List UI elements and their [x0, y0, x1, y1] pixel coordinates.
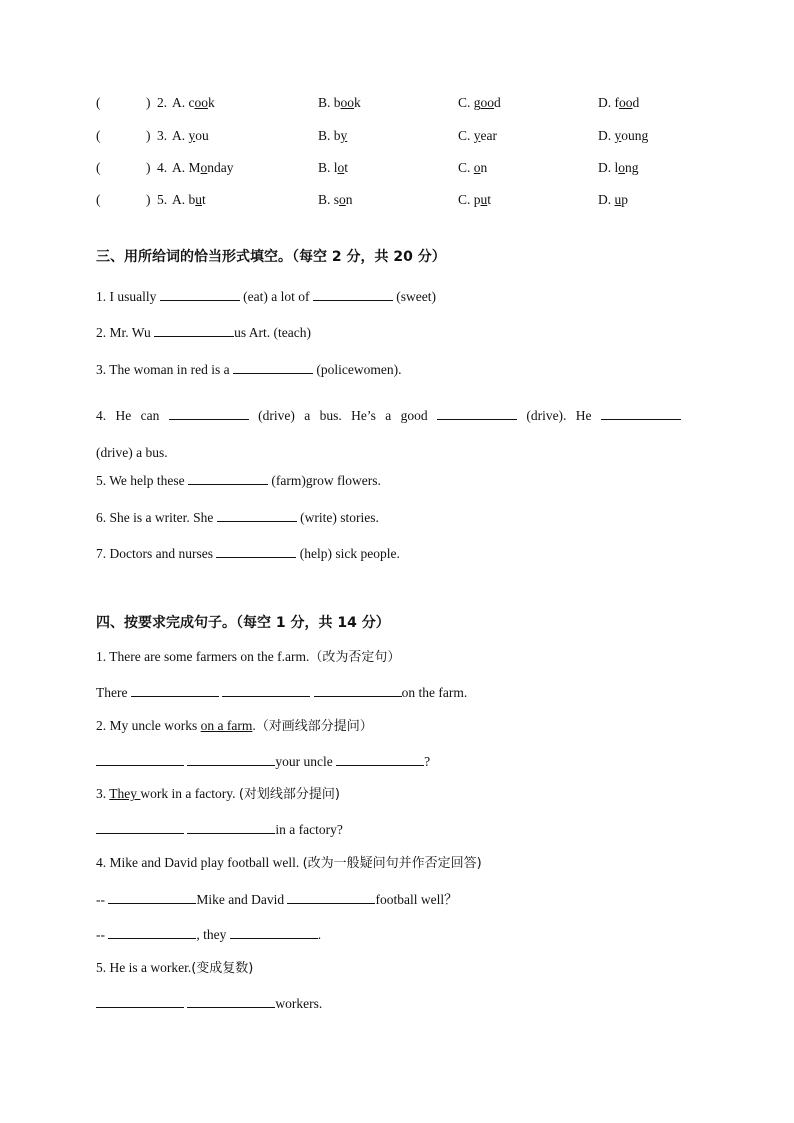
option-c	[458, 192, 491, 208]
answer-blank[interactable]	[154, 323, 234, 337]
option-letter: D.	[598, 128, 612, 143]
option-a	[172, 95, 215, 111]
answer-paren-close: )	[146, 160, 151, 175]
answer-paren-open[interactable]: (	[96, 192, 101, 207]
s4-answer-4a: -- Mike and David football well？	[96, 892, 458, 907]
s3-question-1: 1. I usually (eat) a lot of (sweet)	[96, 289, 436, 304]
answer-paren-close: )	[146, 128, 151, 143]
underlined-letters: o	[200, 160, 208, 175]
option-a	[172, 128, 209, 144]
s3-question-6: 6. She is a writer. She (write) stories.	[96, 510, 379, 525]
word-part: t	[344, 160, 349, 175]
word-part: l	[333, 160, 338, 175]
underlined-letters: u	[480, 192, 488, 207]
answer-blank[interactable]	[108, 890, 196, 904]
answer-blank[interactable]	[230, 925, 318, 939]
word-part: b	[333, 128, 341, 143]
word-part: g	[473, 95, 481, 110]
option-letter: C.	[458, 192, 471, 207]
answer-blank[interactable]	[287, 890, 375, 904]
option-letter: D.	[598, 160, 612, 175]
answer-blank[interactable]	[216, 544, 296, 558]
option-letter: A.	[172, 95, 186, 110]
option-letter: B.	[318, 95, 331, 110]
underlined-letters: y	[614, 128, 622, 143]
answer-blank[interactable]	[188, 471, 268, 485]
option-letter: D.	[598, 192, 612, 207]
underlined-letters: oo	[194, 95, 208, 110]
option-letter: A.	[172, 160, 186, 175]
s4-answer-4b: -- , they .	[96, 927, 322, 942]
word-part: s	[333, 192, 340, 207]
s4-answer-5: workers.	[96, 994, 322, 1013]
word-part: f	[614, 95, 619, 110]
option-c	[458, 128, 497, 144]
option-b	[318, 128, 347, 144]
answer-blank[interactable]	[169, 406, 249, 420]
s3-question-3: 3. The woman in red is a (policewomen).	[96, 362, 402, 377]
word-part: l	[614, 160, 619, 175]
s3-question-5: 5. We help these (farm)grow flowers.	[96, 473, 381, 488]
answer-blank[interactable]	[336, 752, 424, 766]
option-a	[172, 192, 206, 208]
answer-blank[interactable]	[233, 360, 313, 374]
question-number: 4.	[157, 160, 168, 175]
s4-question-3: 3. They work in a factory. (对划线部分提问)	[96, 786, 341, 802]
s4-question-1: 1. There are some farmers on the f.arm.（改为否定句）	[96, 649, 401, 665]
option-letter: B.	[318, 160, 331, 175]
word-part: M	[188, 160, 201, 175]
option-letter: B.	[318, 192, 331, 207]
s4-question-5: 5. He is a worker.(变成复数)	[96, 960, 254, 976]
answer-blank[interactable]	[222, 683, 310, 697]
option-letter: C.	[458, 128, 471, 143]
underlined-letters: o	[473, 160, 481, 175]
s3-question-2: 2. Mr. Wu us Art. (teach)	[96, 325, 311, 340]
underlined-letters: y	[188, 128, 196, 143]
answer-blank[interactable]	[96, 752, 184, 766]
option-a	[172, 160, 234, 176]
s3-question-4: 4. He can (drive) a bus. He’s a good (drive). He (drive) a bus.	[96, 397, 702, 471]
option-c	[458, 160, 487, 176]
option-b	[318, 192, 353, 208]
answer-blank[interactable]	[601, 406, 681, 420]
word-part: n	[345, 192, 353, 207]
answer-blank[interactable]	[187, 994, 275, 1008]
answer-paren-open[interactable]: (	[96, 160, 101, 175]
s4-answer-1: There on the farm.	[96, 685, 468, 700]
option-d	[598, 192, 628, 208]
option-d	[598, 95, 639, 111]
answer-blank[interactable]	[108, 925, 196, 939]
answer-blank[interactable]	[131, 683, 219, 697]
underlined-letters: y	[340, 128, 348, 143]
answer-blank[interactable]	[313, 287, 393, 301]
answer-blank[interactable]	[314, 683, 402, 697]
option-c	[458, 95, 501, 111]
option-letter: C.	[458, 95, 471, 110]
s4-question-2: 2. My uncle works on a farm.（对画线部分提问）	[96, 718, 373, 734]
word-part: c	[188, 95, 195, 110]
option-d	[598, 128, 648, 144]
word-part: b	[188, 192, 196, 207]
option-letter: A.	[172, 128, 186, 143]
underlined-letters: u	[614, 192, 622, 207]
word-part: t	[202, 192, 206, 207]
word-part: n	[480, 160, 488, 175]
word-part: b	[333, 95, 341, 110]
underlined-letters: u	[195, 192, 202, 207]
word-part: nday	[207, 160, 234, 175]
word-part: k	[208, 95, 215, 110]
question-number: 3.	[157, 128, 168, 143]
s4-answer-3: in a factory?	[96, 820, 343, 839]
word-part: oung	[621, 128, 649, 143]
answer-paren-close: )	[146, 192, 151, 207]
s3-question-7: 7. Doctors and nurses (help) sick people.	[96, 546, 400, 561]
option-d	[598, 160, 639, 176]
section-4-heading: 四、按要求完成句子。（每空 1 分，共 14 分）	[96, 615, 390, 631]
answer-paren-close: )	[146, 95, 151, 110]
answer-paren-open[interactable]: (	[96, 95, 101, 110]
option-b	[318, 160, 348, 176]
underlined-letters: y	[473, 128, 481, 143]
s4-answer-2: your uncle ?	[96, 752, 430, 771]
section-3-heading: 三、用所给词的恰当形式填空。（每空 2 分，共 20 分）	[96, 249, 446, 265]
word-part: p	[621, 192, 628, 207]
option-letter: C.	[458, 160, 471, 175]
word-part: ng	[625, 160, 639, 175]
underlined-letters: o	[339, 192, 346, 207]
option-letter: D.	[598, 95, 612, 110]
word-part: p	[473, 192, 481, 207]
underlined-letters: oo	[340, 95, 355, 110]
word-part: k	[354, 95, 361, 110]
word-part: t	[487, 192, 492, 207]
underlined-letters: o	[337, 160, 345, 175]
option-letter: B.	[318, 128, 331, 143]
option-letter: A.	[172, 192, 186, 207]
answer-paren-open[interactable]: (	[96, 128, 101, 143]
s4-question-4: 4. Mike and David play football well. (改为一般疑问句并作否定回答)	[96, 855, 482, 871]
word-part: d	[494, 95, 501, 110]
underlined-letters: o	[618, 160, 626, 175]
underlined-letters: oo	[619, 95, 633, 110]
answer-blank[interactable]	[217, 508, 297, 522]
answer-blank[interactable]	[96, 820, 184, 834]
answer-blank[interactable]	[187, 820, 275, 834]
question-number: 2.	[157, 95, 168, 110]
option-b	[318, 95, 361, 111]
answer-blank[interactable]	[437, 406, 517, 420]
answer-blank[interactable]	[187, 752, 275, 766]
answer-blank[interactable]	[160, 287, 240, 301]
answer-blank[interactable]	[96, 994, 184, 1008]
word-part: ou	[195, 128, 209, 143]
word-part: d	[632, 95, 640, 110]
question-number: 5.	[157, 192, 168, 207]
underlined-letters: oo	[480, 95, 495, 110]
word-part: ear	[480, 128, 497, 143]
